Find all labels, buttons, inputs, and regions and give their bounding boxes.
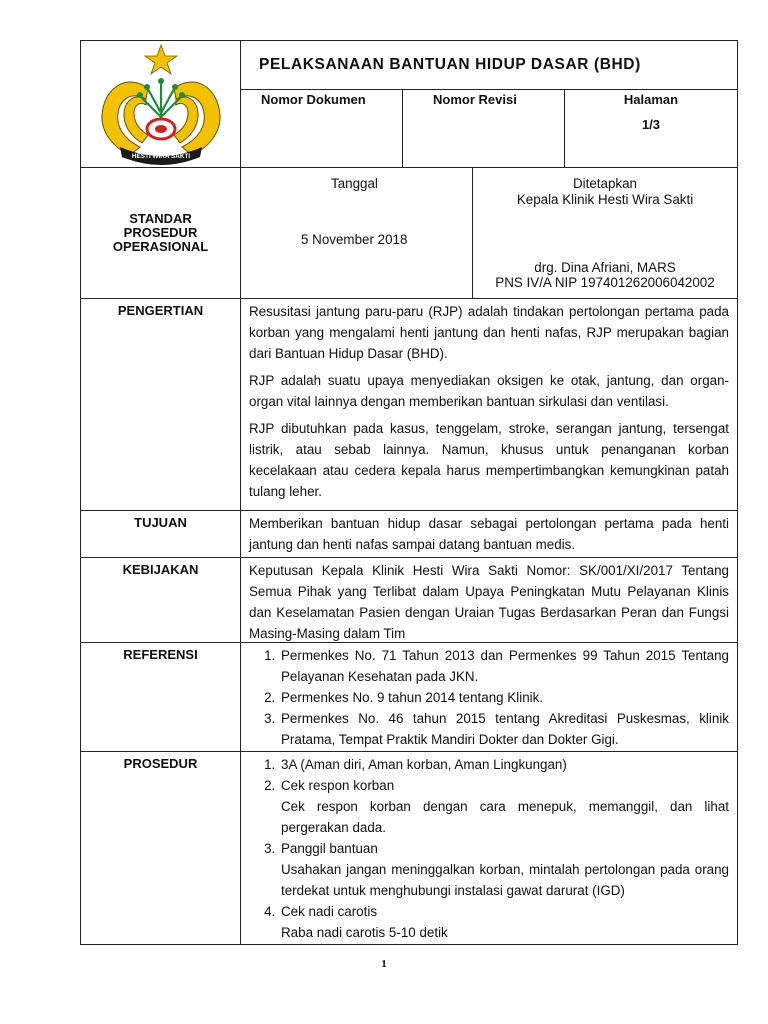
sop-label-line-3: OPERASIONAL (112, 239, 209, 254)
section-tujuan (80, 511, 738, 558)
list-item (279, 775, 729, 838)
kebijakan-label: KEBIJAKAN (81, 558, 241, 642)
page-label: Halaman (623, 92, 679, 107)
pengertian-paragraph: RJP dibutuhkan pada kasus, tenggelam, stroke, serangan jantung, tersengat listrik, atau sebab lainnya. Namun, khusus untuk penanganan korban kecelakaan atau cedera kepala harus mempertimbangkan kemungkinan patah tulang leher. (249, 421, 729, 499)
list-item (279, 901, 729, 943)
page-number: 1 (381, 958, 387, 970)
step-detail: Cek respon korban dengan cara menepuk, memanggil, dan lihat pergerakan dada. (281, 799, 729, 835)
step-detail: Raba nadi carotis 5-10 detik (281, 925, 448, 940)
list-item: 3. Permenkes No. 46 tahun 2015 tentang Akreditasi Puskesmas, klinik Pratama, Tempat Praktik Mandiri Dokter dan Dokter Gigi. (279, 708, 729, 750)
section-referensi (80, 643, 738, 752)
sop-label-cell (81, 168, 241, 298)
doc-number-label: Nomor Dokumen (261, 92, 366, 107)
section-prosedur (80, 752, 738, 945)
step-title: Panggil bantuan (281, 841, 378, 856)
date-value: 5 November 2018 (301, 232, 408, 247)
referensi-label: REFERENSI (81, 643, 241, 751)
step-title: Cek nadi carotis (281, 904, 378, 919)
pengertian-label: PENGERTIAN (81, 299, 241, 510)
page-cell (565, 90, 737, 167)
tujuan-content (241, 511, 737, 557)
prosedur-list (249, 754, 729, 943)
logo-cell (81, 41, 241, 167)
section-pengertian (80, 299, 738, 511)
approver-nip: PNS IV/A NIP 197401262006042002 (495, 275, 715, 290)
list-item (279, 838, 729, 901)
date-cell (241, 168, 473, 298)
prosedur-content (241, 752, 737, 944)
approver-position: Kepala Klinik Hesti Wira Sakti (516, 192, 694, 207)
section-kebijakan (80, 558, 738, 643)
step-detail: Usahakan jangan meninggalkan korban, mintalah pertolongan pada orang terdekat untuk menghubungi instalasi gawat darurat (IGD) (281, 862, 729, 898)
pengertian-paragraph: Resusitasi jantung paru-paru (RJP) adalah tindakan pertolongan pertama pada korban yang mengalami henti jantung dan henti nafas, RJP merupakan bagian dari Bantuan Hidup Dasar (BHD). (249, 304, 729, 361)
referensi-content (241, 643, 737, 751)
prosedur-label: PROSEDUR (81, 752, 241, 944)
doc-meta-row (241, 90, 737, 167)
approval-cell (473, 168, 737, 298)
header-right (241, 41, 737, 167)
step-title: Cek respon korban (281, 778, 395, 793)
sop-row (80, 168, 738, 299)
pengertian-content (241, 299, 737, 510)
page-value: 1/3 (641, 117, 661, 132)
document-title: PELAKSANAAN BANTUAN HIDUP DASAR (BHD) (259, 56, 641, 73)
hesti-wira-sakti-logo (96, 43, 226, 165)
sop-label-line-1: STANDAR (129, 211, 192, 226)
kebijakan-text: Keputusan Kepala Klinik Hesti Wira Sakti Nomor: SK/001/XI/2017 Tentang Semua Pihak yang Terlibat dalam Upaya Peningkatan Mutu Pelayanan Klinis dan Keselamatan Pasien dengan Uraian Tugas Berdasarkan Peran dan Fungsi Masing-Masing dalam Tim (249, 563, 729, 641)
title-cell (241, 41, 737, 90)
logo-banner-text: HESTI WIRA SAKTI (131, 153, 190, 160)
approver-name: drg. Dina Afriani, MARS (534, 260, 676, 275)
revision-cell (403, 90, 565, 167)
list-item: 1. Permenkes No. 71 Tahun 2013 dan Permenkes 99 Tahun 2015 Tentang Pelayanan Kesehatan pada JKN. (279, 645, 729, 687)
date-label: Tanggal (331, 176, 378, 191)
kebijakan-content (241, 558, 737, 642)
list-item: 2. Permenkes No. 9 tahun 2014 tentang Klinik. (279, 687, 729, 708)
tujuan-label: TUJUAN (81, 511, 241, 557)
revision-label: Nomor Revisi (433, 92, 517, 107)
list-item (279, 754, 729, 775)
header-row (80, 40, 738, 168)
approval-label: Ditetapkan (572, 176, 638, 191)
sop-document (80, 40, 738, 945)
referensi-list (249, 645, 729, 750)
sop-label-line-2: PROSEDUR (123, 225, 198, 240)
pengertian-paragraph: RJP adalah suatu upaya menyediakan oksigen ke otak, jantung, dan organ-organ vital lainnya dengan memberikan bantuan sirkulasi dan ventilasi. (249, 373, 729, 409)
step-title: 3A (Aman diri, Aman korban, Aman Lingkungan) (281, 757, 567, 772)
tujuan-text: Memberikan bantuan hidup dasar sebagai pertolongan pertama pada henti jantung dan henti nafas sampai datang bantuan medis. (249, 516, 729, 552)
doc-number-cell (241, 90, 403, 167)
